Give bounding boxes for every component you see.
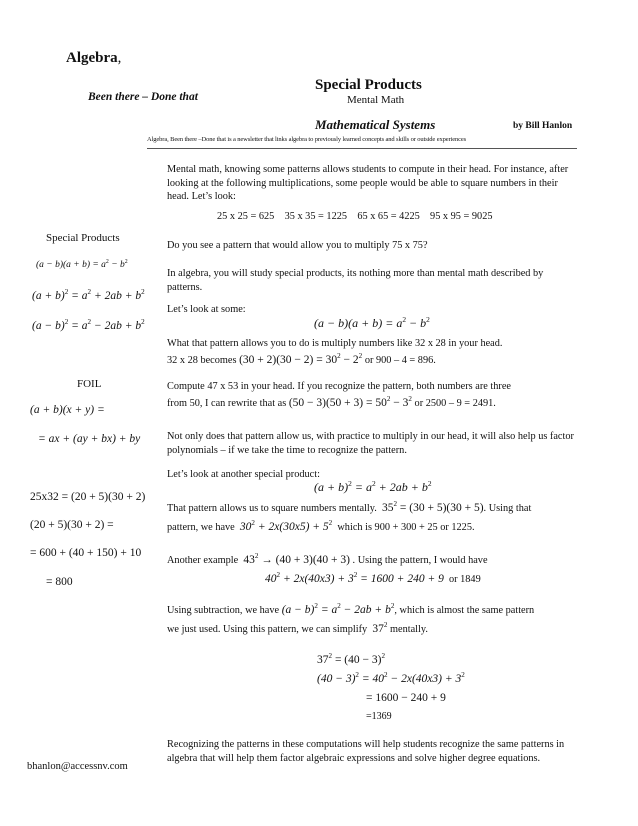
derivation-line2: $(40 - 3)^2 = 40^2 - 2x(40x3) + 3^2$ <box>317 671 465 685</box>
tagline: Algebra, Been there –Done that is a newsletter that links algebra to previously learned concepts and skills or outside experiences <box>147 136 467 143</box>
header-divider <box>147 148 577 149</box>
another-example-line2: $40^2 + 2x(40x3) + 3^2 = 1600 + 240 + 9$ or 1849 <box>265 571 481 585</box>
sidebar-special-title: Special Products <box>46 232 120 244</box>
derivation-line4: =1369 <box>366 711 392 722</box>
newsletter-subtitle: Been there – Done that <box>88 91 198 103</box>
special-products-paragraph: In algebra, you will study special products, its nothing more than mental math described by patterns. <box>167 268 544 293</box>
sidebar-example-line4: = 800 <box>46 576 73 588</box>
page-title: Special Products <box>315 77 422 93</box>
factor-paragraph: Not only does that pattern allow us, with practice to multiply in our head, it will also help us factor polynomials – if we take the time to recognize the pattern. <box>167 431 574 456</box>
square-mentally-line2: pattern, we have $30^2 + 2x(30x5) + 5^2$ which is 900 + 300 + 25 or 1225. <box>167 519 475 533</box>
sidebar-foil-line2: = ax + (ay + bx) + by <box>38 433 141 445</box>
compute-47x53-line2: from 50, I can rewrite that as $(50 - 3)(50 + 3) = 50^2 - 3^2$ or 2500 – 9 = 2491. <box>167 395 496 409</box>
lets-look-label: Let’s look at some: <box>167 304 246 315</box>
author-email[interactable]: bhanlon@accessnv.com <box>27 761 128 772</box>
derivation-line1: $37^2 = (40 - 3)^2$ <box>317 652 386 666</box>
square-sum-equation: $(a + b)^2 = a^2 + 2ab + b^2$ <box>314 479 432 494</box>
newsletter-title: Algebra, <box>66 50 122 66</box>
subtraction-line1: Using subtraction, we have $(a - b)^2 = a^2 - 2ab + b^2$, which is almost the same pattern <box>167 602 535 616</box>
sidebar-example-line2: (20 + 5)(30 + 2) = <box>30 519 114 531</box>
intro-examples: 25 x 25 = 625 35 x 35 = 1225 65 x 65 = 4225 95 x 95 = 9025 <box>217 211 493 222</box>
square-mentally-line1: That pattern allows us to square numbers mentally. $35^2 = (30 + 5)(30 + 5)$. Using that <box>167 500 532 514</box>
another-product-label: Let’s look at another special product: <box>167 469 320 480</box>
subtraction-line2: we just used. Using this pattern, we can simplify $37^2$ mentally. <box>167 621 428 635</box>
sidebar-formula-difference-of-squares: $(a - b)(a + b) = a^2 - b^2$ <box>36 258 128 270</box>
section-title: Mathematical Systems <box>315 117 436 132</box>
sidebar-foil-line1: (a + b)(x + y) = <box>30 404 105 416</box>
compute-47x53-line1: Compute 47 x 53 in your head. If you recognize the pattern, both numbers are three <box>167 381 511 392</box>
byline: by Bill Hanlon <box>513 121 573 131</box>
sidebar-foil-title: FOIL <box>77 378 102 390</box>
sidebar-example-line1: 25x32 = (20 + 5)(30 + 2) <box>30 491 146 503</box>
example-32x28: 32 x 28 becomes $(30 + 2)(30 - 2) = 30^2 - 2^2$ or 900 – 4 = 896. <box>167 352 436 366</box>
conclusion-paragraph: Recognizing the patterns in these computations will help students recognize the same patterns in algebra that will help them factor algebraic expressions and solve higher degree equations. <box>167 739 565 764</box>
sidebar-formula-square-sum: $(a + b)^2 = a^2 + 2ab + b^2$ <box>32 288 145 302</box>
question-paragraph: Do you see a pattern that would allow you to multiply 75 x 75? <box>167 240 428 251</box>
another-example-line1: Another example $43^2 \to (40 + 3)(40 + 3)$ . Using the pattern, I would have <box>167 552 488 566</box>
difference-of-squares-equation: $(a - b)(a + b) = a^2 - b^2$ <box>314 315 430 330</box>
sidebar-example-line3: = 600 + (40 + 150) + 10 <box>30 547 142 559</box>
topic-label: Mental Math <box>347 94 405 106</box>
pattern-paragraph: What that pattern allows you to do is multiply numbers like 32 x 28 in your head. <box>167 338 503 349</box>
sidebar-formula-square-difference: $(a - b)^2 = a^2 - 2ab + b^2$ <box>32 318 145 332</box>
derivation-line3: = 1600 − 240 + 9 <box>366 692 446 704</box>
intro-paragraph: Mental math, knowing some patterns allows students to compute in their head. For instance, after looking at the following multiplications, some people would be able to square numbers in their head. Let’s look: <box>167 164 569 203</box>
